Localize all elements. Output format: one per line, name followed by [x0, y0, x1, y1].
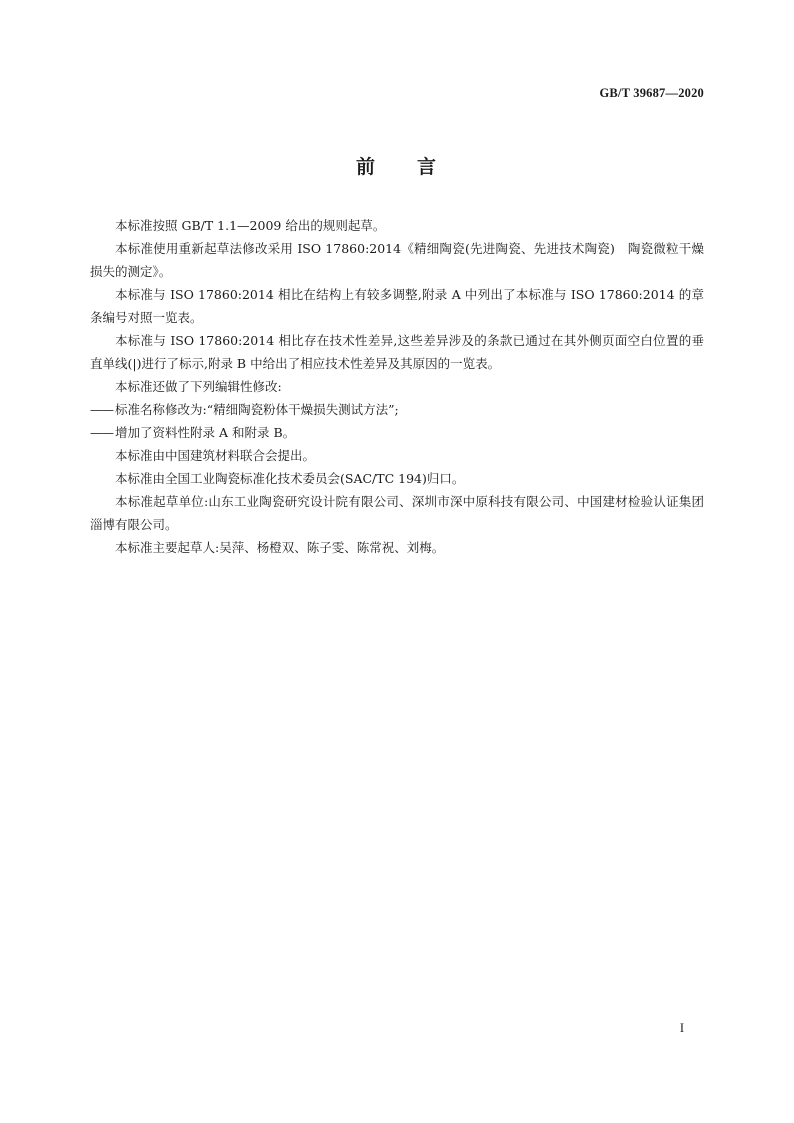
paragraph-proposer: 本标准由中国建筑材料联合会提出。 [115, 448, 316, 463]
paragraph-editorial-changes: 本标准还做了下列编辑性修改: [115, 379, 282, 394]
paragraph-committee: 本标准由全国工业陶瓷标准化技术委员会(SAC/TC 194)归口。 [115, 471, 465, 486]
dash-marker: —— [90, 425, 113, 440]
title-char-1: 前 [355, 156, 377, 178]
paragraph-technical-differences: 本标准与 ISO 17860:2014 相比存在技术性差异,这些差异涉及的条款已通过在其外侧页面空白位置的垂直单线(|)进行了标示,附录 B 中给出了相应技术性差异及其原因的一览表。 [90, 333, 704, 371]
page-number: I [679, 1021, 684, 1035]
standard-code: GB/T 39687—2020 [599, 86, 704, 100]
dash-marker: —— [90, 402, 113, 417]
list-item-text: 增加了资料性附录 A 和附录 B。 [115, 425, 296, 440]
paragraph-drafting-rules: 本标准按照 GB/T 1.1—2009 给出的规则起草。 [115, 218, 386, 233]
page-title [0, 152, 794, 179]
foreword-body [90, 214, 704, 559]
title-char-2: 言 [417, 156, 439, 178]
list-item [90, 421, 704, 444]
paragraph-drafters: 本标准主要起草人:吴萍、杨橙双、陈子雯、陈常祝、刘梅。 [115, 540, 445, 555]
list-item-text: 标准名称修改为:“精细陶瓷粉体干燥损失测试方法”; [115, 402, 399, 417]
paragraph-adoption: 本标准使用重新起草法修改采用 ISO 17860:2014《精细陶瓷(先进陶瓷、先进技术陶瓷) 陶瓷微粒干燥损失的测定》。 [90, 241, 704, 279]
paragraph-drafting-units: 本标准起草单位:山东工业陶瓷研究设计院有限公司、深圳市深中原科技有限公司、中国建材检验认证集团淄博有限公司。 [90, 494, 704, 532]
list-item [90, 398, 704, 421]
paragraph-structure-changes: 本标准与 ISO 17860:2014 相比在结构上有较多调整,附录 A 中列出了本标准与 ISO 17860:2014 的章条编号对照一览表。 [90, 287, 704, 325]
